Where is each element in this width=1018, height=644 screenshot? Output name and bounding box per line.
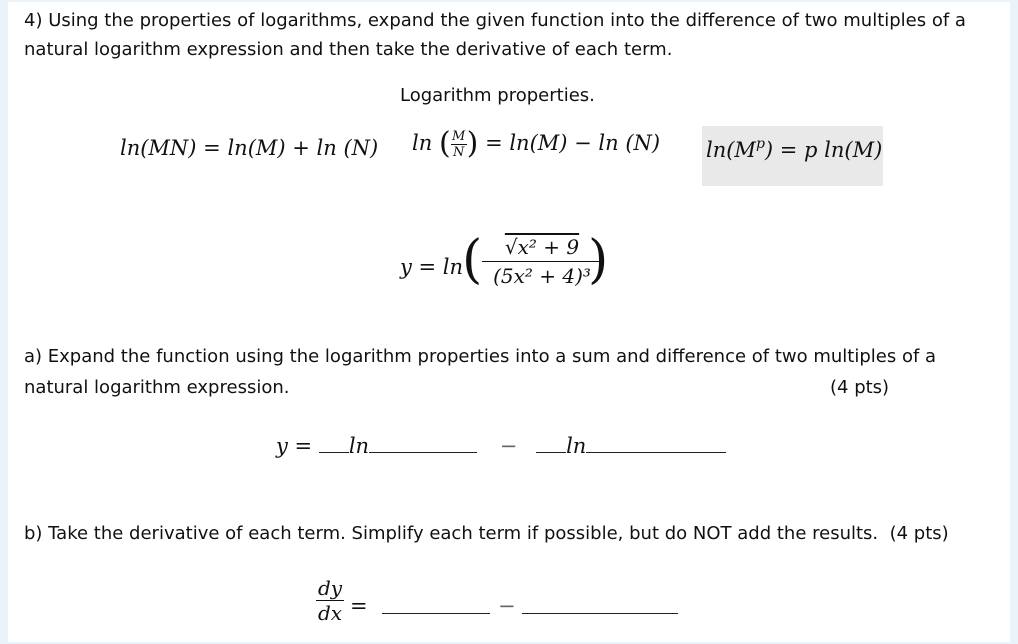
part-a-points: (4 pts) xyxy=(830,377,890,398)
quotient-rule xyxy=(412,126,660,161)
part-a-ln-2: ln xyxy=(566,434,587,458)
product-rule: ln(MN) = ln(M) + ln (N) xyxy=(120,136,379,160)
function-paren-close: ) xyxy=(588,230,609,290)
quotient-paren-close: ) xyxy=(466,126,479,161)
function-denominator: (5x² + 4)³ xyxy=(493,264,591,288)
function-paren-open: ( xyxy=(462,230,483,290)
quotient-ln: ln xyxy=(412,131,433,155)
intro-line-1: 4) Using the properties of logarithms, expand the given function into the difference of two multiples of a xyxy=(24,10,966,31)
derivative-notation xyxy=(316,576,344,625)
argument-1-blank[interactable] xyxy=(369,451,477,453)
power-exponent: p xyxy=(755,136,765,152)
quotient-paren-open: ( xyxy=(438,126,451,161)
derivative-term-2-blank[interactable] xyxy=(522,613,678,614)
derivative-equals: = xyxy=(350,594,368,618)
power-rule xyxy=(706,136,882,162)
part-a-line-1: a) Expand the function using the logarithm properties into a sum and difference of two multiples of a xyxy=(24,346,937,367)
quotient-numerator: M xyxy=(452,129,466,144)
power-lhs-b: ) = p ln(M) xyxy=(764,138,883,162)
quotient-fraction xyxy=(451,129,467,160)
power-lhs-a: ln(M xyxy=(706,138,756,162)
derivative-minus: − xyxy=(498,594,516,618)
derivative-dx: dx xyxy=(317,601,343,625)
part-b-text xyxy=(24,519,949,549)
intro-line-2: natural logarithm expression and then take the derivative of each term. xyxy=(24,39,673,60)
derivative-dy: dy xyxy=(317,576,343,600)
argument-2-blank[interactable] xyxy=(586,451,726,453)
coefficient-2-blank[interactable] xyxy=(536,451,566,453)
part-b-instructions: b) Take the derivative of each term. Simplify each term if possible, but do NOT add the results. xyxy=(24,523,879,544)
part-a-answer-line xyxy=(276,434,726,458)
part-a-y-equals: y = xyxy=(276,434,313,458)
function-numerator: √x² + 9 xyxy=(504,235,580,259)
properties-heading: Logarithm properties. xyxy=(400,85,595,106)
function-bar xyxy=(482,261,602,262)
quotient-rhs: = ln(M) − ln (N) xyxy=(485,131,661,155)
coefficient-1-blank[interactable] xyxy=(319,451,349,453)
function-lhs: y = ln xyxy=(400,255,464,279)
part-a-minus: − xyxy=(499,434,518,458)
part-a-ln-1: ln xyxy=(348,434,370,458)
derivative-term-1-blank[interactable] xyxy=(382,613,490,614)
part-a-line-2: natural logarithm expression. xyxy=(24,377,290,398)
worksheet-page xyxy=(8,2,1010,642)
quotient-denominator: N xyxy=(452,145,465,160)
function-fraction xyxy=(482,234,602,289)
part-b-points: (4 pts) xyxy=(889,523,949,544)
